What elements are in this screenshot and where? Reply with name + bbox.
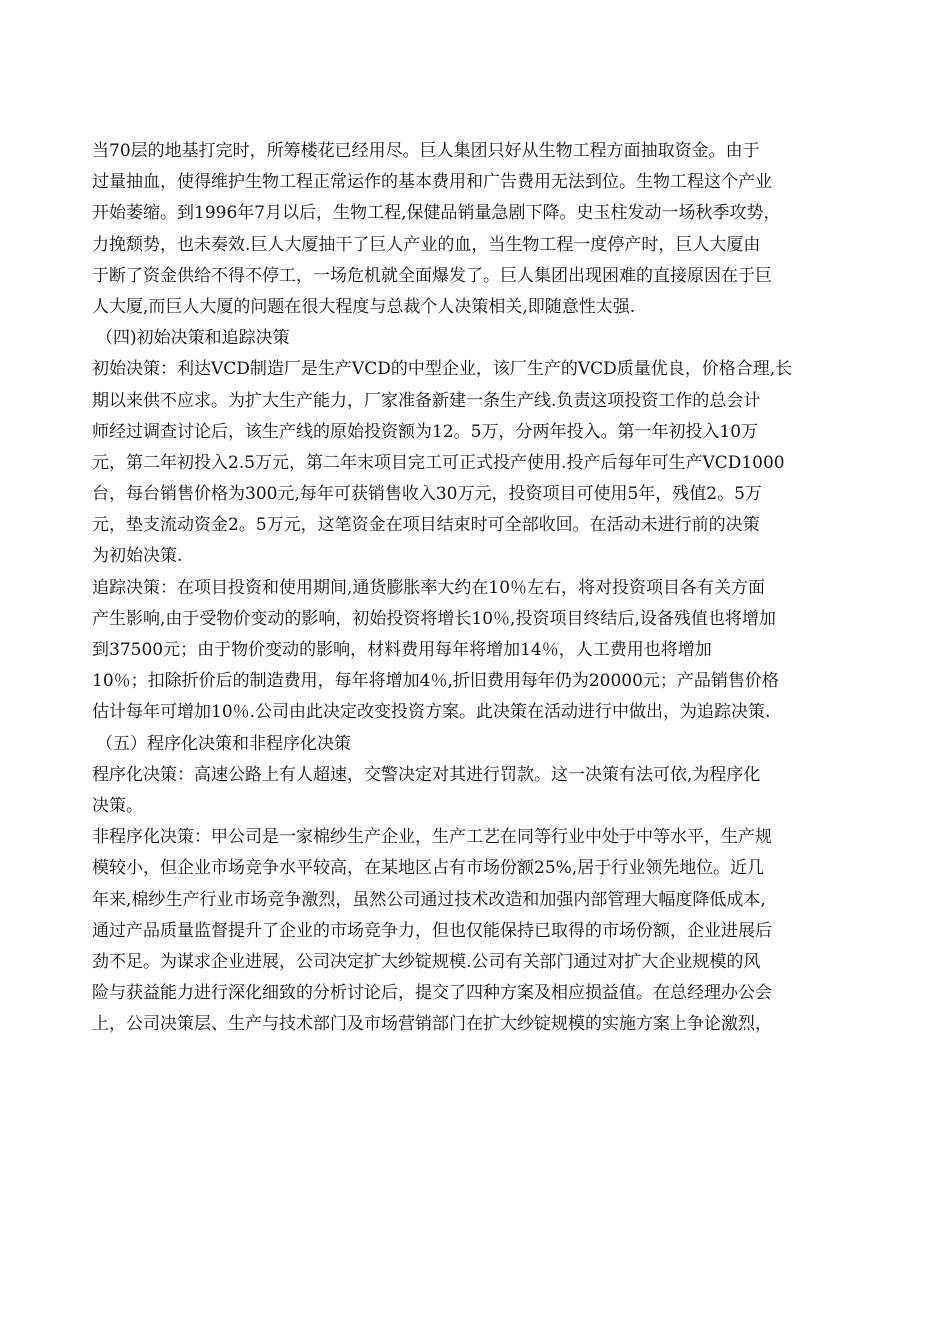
body-line: 到37500元；由于物价变动的影响，材料费用每年将增加14％，人工费用也将增加 [92,640,712,660]
body-line: 当70层的地基打完时，所筹楼花已经用尽。巨人集团只好从生物工程方面抽取资金。由于 [92,141,760,161]
section-heading: （四)初始决策和追踪决策 [96,328,290,349]
body-line: 上，公司决策层、生产与技术部门及市场营销部门在扩大纱锭规模的实施方案上争论激烈， [92,1014,772,1035]
body-line: 决策。 [92,795,143,816]
body-line: 师经过调查讨论后，该生产线的原始投资额为12。5万，分两年投入。第一年初投入10万 [92,421,759,442]
body-line: 通过产品质量监督提升了企业的市场竞争力，但也仅能保持已取得的市场份额，企业进展后 [92,920,772,941]
body-line: 程序化决策：高速公路上有人超速，交警决定对其进行罚款。这一决策有法可依,为程序化 [92,764,761,785]
body-line: 初始决策：利达VCD制造厂是生产VCD的中型企业，该厂生产的VCD质量优良，价格合理,长 [92,359,793,380]
body-line: 期以来供不应求。为扩大生产能力，厂家准备新建一条生产线.负责这项投资工作的总会计 [92,390,761,411]
body-line: 人大厦,而巨人大厦的问题在很大程度与总裁个人决策相关,即随意性太强. [92,296,636,317]
body-line: 险与获益能力进行深化细致的分析讨论后，提交了四种方案及相应损益值。在总经理办公会 [92,983,772,1004]
body-line: 追踪决策：在项目投资和使用期间,通货膨胀率大约在10％左右，将对投资项目各有关方面 [92,577,766,598]
body-line: 为初始决策. [92,546,183,567]
body-line: 产生影响,由于受物价变动的影响，初始投资将增长10％,投资项目终结后,设备残值也将增加 [92,608,776,629]
body-line: 模较小，但企业市场竞争水平较高，在某地区占有市场份额25%,居于行业领先地位。近几 [92,858,765,879]
body-line: 元，第二年初投入2.5万元，第二年末项目完工可正式投产使用.投产后每年可生产VCD1000 [92,452,785,473]
body-line: 开始萎缩。到1996年7月以后，生物工程,保健品销量急剧下降。史玉柱发动一场秋季攻势， [92,203,781,224]
body-line: 劲不足。为谋求企业进展，公司决定扩大纱锭规模.公司有关部门通过对扩大企业规模的风 [92,951,761,972]
body-line: 10％；扣除折价后的制造费用，每年将增加4％,折旧费用每年仍为20000元；产品销售价格 [92,671,779,692]
section-heading: （五）程序化决策和非程序化决策 [96,733,351,754]
body-line: 于断了资金供给不得不停工，一场危机就全面爆发了。巨人集团出现困难的直接原因在于巨 [92,265,772,286]
body-line: 台，每台销售价格为300元,每年可获销售收入30万元，投资项目可使用5年，残值2。5万 [92,484,762,505]
body-line: 估计每年可增加10％.公司由此决定改变投资方案。此决策在活动进行中做出，为追踪决策. [92,702,771,723]
body-line: 非程序化决策：甲公司是一家棉纱生产企业，生产工艺在同等行业中处于中等水平，生产规 [92,827,772,848]
body-line: 元，垫支流动资金2。5万元，这笔资金在项目结束时可全部收回。在活动未进行前的决策 [92,515,760,536]
body-line: 年来,棉纱生产行业市场竞争激烈，虽然公司通过技术改造和加强内部管理大幅度降低成本, [92,889,766,910]
document-page [92,136,862,1040]
body-line: 过量抽血，使得维护生物工程正常运作的基本费用和广告费用无法到位。生物工程这个产业 [92,172,772,193]
body-line: 力挽颓势，也未奏效.巨人大厦抽干了巨人产业的血，当生物工程一度停产时，巨人大厦由 [92,234,761,255]
